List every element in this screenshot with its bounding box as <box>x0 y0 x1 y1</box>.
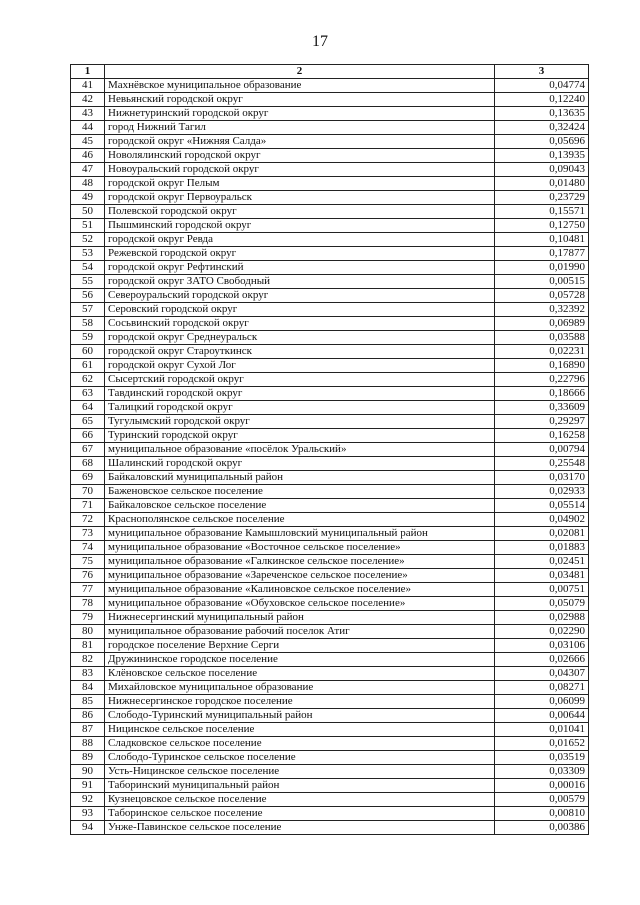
municipality-name: Кузнецовское сельское поселение <box>105 793 495 807</box>
municipality-name: Новоуральский городской округ <box>105 163 495 177</box>
municipality-name: Махнёвское муниципальное образование <box>105 79 495 93</box>
column-header-1: 1 <box>71 65 105 79</box>
table-row <box>71 247 589 261</box>
row-number: 51 <box>71 219 105 233</box>
table-header-row <box>71 65 589 79</box>
coefficient-value: 0,10481 <box>495 233 589 247</box>
table-row <box>71 751 589 765</box>
column-header-2: 2 <box>105 65 495 79</box>
coefficient-value: 0,18666 <box>495 387 589 401</box>
coefficient-value: 0,33609 <box>495 401 589 415</box>
row-number: 49 <box>71 191 105 205</box>
table-row <box>71 261 589 275</box>
coefficient-value: 0,00579 <box>495 793 589 807</box>
row-number: 48 <box>71 177 105 191</box>
row-number: 50 <box>71 205 105 219</box>
coefficient-value: 0,13635 <box>495 107 589 121</box>
row-number: 69 <box>71 471 105 485</box>
table-row <box>71 639 589 653</box>
row-number: 44 <box>71 121 105 135</box>
municipality-name: городской округ Сухой Лог <box>105 359 495 373</box>
municipality-name: городской округ Рефтинский <box>105 261 495 275</box>
table-row <box>71 121 589 135</box>
municipality-name: Нижнетуринский городской округ <box>105 107 495 121</box>
row-number: 53 <box>71 247 105 261</box>
row-number: 75 <box>71 555 105 569</box>
row-number: 94 <box>71 821 105 835</box>
municipality-name: Североуральский городской округ <box>105 289 495 303</box>
coefficient-value: 0,03170 <box>495 471 589 485</box>
coefficient-value: 0,23729 <box>495 191 589 205</box>
row-number: 70 <box>71 485 105 499</box>
municipality-name: Сысертский городской округ <box>105 373 495 387</box>
table-row <box>71 317 589 331</box>
coefficient-value: 0,13935 <box>495 149 589 163</box>
municipality-name: Усть-Ницинское сельское поселение <box>105 765 495 779</box>
municipality-name: город Нижний Тагил <box>105 121 495 135</box>
coefficient-value: 0,15571 <box>495 205 589 219</box>
row-number: 55 <box>71 275 105 289</box>
row-number: 45 <box>71 135 105 149</box>
coefficient-value: 0,05514 <box>495 499 589 513</box>
table-row <box>71 163 589 177</box>
municipality-name: муниципальное образование «посёлок Уральский» <box>105 443 495 457</box>
coefficient-value: 0,00386 <box>495 821 589 835</box>
coefficient-value: 0,00515 <box>495 275 589 289</box>
table-row <box>71 485 589 499</box>
municipality-name: городской округ «Нижняя Салда» <box>105 135 495 149</box>
municipality-name: Слободо-Туринский муниципальный район <box>105 709 495 723</box>
table-row <box>71 527 589 541</box>
row-number: 79 <box>71 611 105 625</box>
row-number: 57 <box>71 303 105 317</box>
municipality-name: муниципальное образование Камышловский муниципальный район <box>105 527 495 541</box>
coefficient-value: 0,12240 <box>495 93 589 107</box>
table-row <box>71 709 589 723</box>
table-row <box>71 387 589 401</box>
table-row <box>71 499 589 513</box>
row-number: 83 <box>71 667 105 681</box>
coefficient-value: 0,29297 <box>495 415 589 429</box>
row-number: 73 <box>71 527 105 541</box>
table-row <box>71 401 589 415</box>
municipality-name: Краснополянское сельское поселение <box>105 513 495 527</box>
coefficient-value: 0,01990 <box>495 261 589 275</box>
table-row <box>71 303 589 317</box>
municipality-name: Дружининское городское поселение <box>105 653 495 667</box>
coefficient-value: 0,04902 <box>495 513 589 527</box>
municipality-name: Тавдинский городской округ <box>105 387 495 401</box>
row-number: 64 <box>71 401 105 415</box>
table-row <box>71 597 589 611</box>
municipality-name: городской округ ЗАТО Свободный <box>105 275 495 289</box>
row-number: 71 <box>71 499 105 513</box>
table-row <box>71 107 589 121</box>
coefficient-value: 0,03309 <box>495 765 589 779</box>
coefficient-value: 0,09043 <box>495 163 589 177</box>
municipality-name: Унже-Павинское сельское поселение <box>105 821 495 835</box>
table-row <box>71 793 589 807</box>
row-number: 74 <box>71 541 105 555</box>
row-number: 58 <box>71 317 105 331</box>
municipality-name: Байкаловский муниципальный район <box>105 471 495 485</box>
table-row <box>71 415 589 429</box>
coefficient-value: 0,16258 <box>495 429 589 443</box>
table-row <box>71 331 589 345</box>
row-number: 86 <box>71 709 105 723</box>
table-row <box>71 807 589 821</box>
row-number: 67 <box>71 443 105 457</box>
row-number: 89 <box>71 751 105 765</box>
table-row <box>71 471 589 485</box>
table-row <box>71 177 589 191</box>
row-number: 81 <box>71 639 105 653</box>
coefficient-value: 0,02988 <box>495 611 589 625</box>
coefficient-value: 0,25548 <box>495 457 589 471</box>
coefficient-value: 0,02231 <box>495 345 589 359</box>
municipality-name: Байкаловское сельское поселение <box>105 499 495 513</box>
row-number: 56 <box>71 289 105 303</box>
table-row <box>71 359 589 373</box>
table-row <box>71 429 589 443</box>
table-row <box>71 79 589 93</box>
row-number: 76 <box>71 569 105 583</box>
coefficient-value: 0,03588 <box>495 331 589 345</box>
row-number: 54 <box>71 261 105 275</box>
coefficient-value: 0,12750 <box>495 219 589 233</box>
municipality-name: городской округ Первоуральск <box>105 191 495 205</box>
row-number: 85 <box>71 695 105 709</box>
table-row <box>71 219 589 233</box>
coefficient-value: 0,32392 <box>495 303 589 317</box>
municipality-name: Шалинский городской округ <box>105 457 495 471</box>
row-number: 63 <box>71 387 105 401</box>
table-row <box>71 723 589 737</box>
column-header-3: 3 <box>495 65 589 79</box>
municipality-name: Таборинский муниципальный район <box>105 779 495 793</box>
table-row <box>71 275 589 289</box>
municipality-name: муниципальное образование «Зареченское сельское поселение» <box>105 569 495 583</box>
coefficient-value: 0,00810 <box>495 807 589 821</box>
coefficient-value: 0,05079 <box>495 597 589 611</box>
municipality-name: Баженовское сельское поселение <box>105 485 495 499</box>
table-row <box>71 373 589 387</box>
coefficient-value: 0,05696 <box>495 135 589 149</box>
table-body <box>71 79 589 835</box>
municipality-name: муниципальное образование «Галкинское сельское поселение» <box>105 555 495 569</box>
row-number: 88 <box>71 737 105 751</box>
table-row <box>71 765 589 779</box>
table-row <box>71 583 589 597</box>
table-row <box>71 541 589 555</box>
coefficient-value: 0,08271 <box>495 681 589 695</box>
municipality-name: Пышминский городской округ <box>105 219 495 233</box>
row-number: 72 <box>71 513 105 527</box>
coefficient-value: 0,02933 <box>495 485 589 499</box>
coefficient-value: 0,04774 <box>495 79 589 93</box>
coefficient-value: 0,16890 <box>495 359 589 373</box>
row-number: 66 <box>71 429 105 443</box>
coefficient-value: 0,22796 <box>495 373 589 387</box>
table-row <box>71 695 589 709</box>
table-row <box>71 443 589 457</box>
row-number: 41 <box>71 79 105 93</box>
coefficient-value: 0,02451 <box>495 555 589 569</box>
row-number: 80 <box>71 625 105 639</box>
row-number: 65 <box>71 415 105 429</box>
row-number: 77 <box>71 583 105 597</box>
row-number: 62 <box>71 373 105 387</box>
table-row <box>71 555 589 569</box>
municipality-name: Слободо-Туринское сельское поселение <box>105 751 495 765</box>
coefficient-value: 0,00751 <box>495 583 589 597</box>
row-number: 43 <box>71 107 105 121</box>
table-row <box>71 289 589 303</box>
coefficient-value: 0,03519 <box>495 751 589 765</box>
table-row <box>71 457 589 471</box>
coefficient-value: 0,32424 <box>495 121 589 135</box>
municipality-name: муниципальное образование «Восточное сельское поселение» <box>105 541 495 555</box>
table-row <box>71 737 589 751</box>
allocation-table <box>70 64 589 835</box>
table-row <box>71 233 589 247</box>
table-row <box>71 779 589 793</box>
municipality-name: Сладковское сельское поселение <box>105 737 495 751</box>
row-number: 84 <box>71 681 105 695</box>
row-number: 78 <box>71 597 105 611</box>
municipality-name: Таборинское сельское поселение <box>105 807 495 821</box>
row-number: 93 <box>71 807 105 821</box>
municipality-name: муниципальное образование «Обуховское сельское поселение» <box>105 597 495 611</box>
coefficient-value: 0,01041 <box>495 723 589 737</box>
table-row <box>71 191 589 205</box>
coefficient-value: 0,05728 <box>495 289 589 303</box>
row-number: 60 <box>71 345 105 359</box>
coefficient-value: 0,00644 <box>495 709 589 723</box>
municipality-name: Новолялинский городской округ <box>105 149 495 163</box>
municipality-name: Режевской городской округ <box>105 247 495 261</box>
coefficient-value: 0,06099 <box>495 695 589 709</box>
municipality-name: Клёновское сельское поселение <box>105 667 495 681</box>
table-row <box>71 569 589 583</box>
coefficient-value: 0,00794 <box>495 443 589 457</box>
table-row <box>71 93 589 107</box>
municipality-name: Серовский городской округ <box>105 303 495 317</box>
row-number: 82 <box>71 653 105 667</box>
coefficient-value: 0,03481 <box>495 569 589 583</box>
municipality-name: городской округ Среднеуральск <box>105 331 495 345</box>
municipality-name: муниципальное образование рабочий поселок Атиг <box>105 625 495 639</box>
row-number: 46 <box>71 149 105 163</box>
row-number: 91 <box>71 779 105 793</box>
coefficient-value: 0,02081 <box>495 527 589 541</box>
municipality-name: Туринский городской округ <box>105 429 495 443</box>
municipality-name: городское поселение Верхние Серги <box>105 639 495 653</box>
coefficient-value: 0,02290 <box>495 625 589 639</box>
row-number: 90 <box>71 765 105 779</box>
municipality-name: Михайловское муниципальное образование <box>105 681 495 695</box>
row-number: 47 <box>71 163 105 177</box>
row-number: 68 <box>71 457 105 471</box>
table-row <box>71 667 589 681</box>
table-row <box>71 345 589 359</box>
municipality-name: городской округ Пелым <box>105 177 495 191</box>
coefficient-value: 0,03106 <box>495 639 589 653</box>
coefficient-value: 0,06989 <box>495 317 589 331</box>
table-row <box>71 205 589 219</box>
table-row <box>71 513 589 527</box>
coefficient-value: 0,17877 <box>495 247 589 261</box>
row-number: 42 <box>71 93 105 107</box>
coefficient-value: 0,02666 <box>495 653 589 667</box>
row-number: 92 <box>71 793 105 807</box>
row-number: 59 <box>71 331 105 345</box>
coefficient-value: 0,04307 <box>495 667 589 681</box>
row-number: 61 <box>71 359 105 373</box>
coefficient-value: 0,01652 <box>495 737 589 751</box>
municipality-name: Нижнесергинское городское поселение <box>105 695 495 709</box>
municipality-name: муниципальное образование «Калиновское сельское поселение» <box>105 583 495 597</box>
table-row <box>71 653 589 667</box>
coefficient-value: 0,01883 <box>495 541 589 555</box>
municipality-name: Невьянский городской округ <box>105 93 495 107</box>
municipality-name: Нижнесергинский муниципальный район <box>105 611 495 625</box>
municipality-name: Сосьвинский городской округ <box>105 317 495 331</box>
municipality-name: Талицкий городской округ <box>105 401 495 415</box>
table-row <box>71 149 589 163</box>
coefficient-value: 0,01480 <box>495 177 589 191</box>
municipality-name: Полевской городской округ <box>105 205 495 219</box>
table-row <box>71 625 589 639</box>
municipality-name: городской округ Ревда <box>105 233 495 247</box>
coefficient-value: 0,00016 <box>495 779 589 793</box>
table-row <box>71 681 589 695</box>
municipality-name: городской округ Староуткинск <box>105 345 495 359</box>
table-row <box>71 821 589 835</box>
row-number: 52 <box>71 233 105 247</box>
table-row <box>71 611 589 625</box>
table-row <box>71 135 589 149</box>
municipality-name: Ницинское сельское поселение <box>105 723 495 737</box>
row-number: 87 <box>71 723 105 737</box>
page-number: 17 <box>312 33 328 50</box>
municipality-name: Тугулымский городской округ <box>105 415 495 429</box>
